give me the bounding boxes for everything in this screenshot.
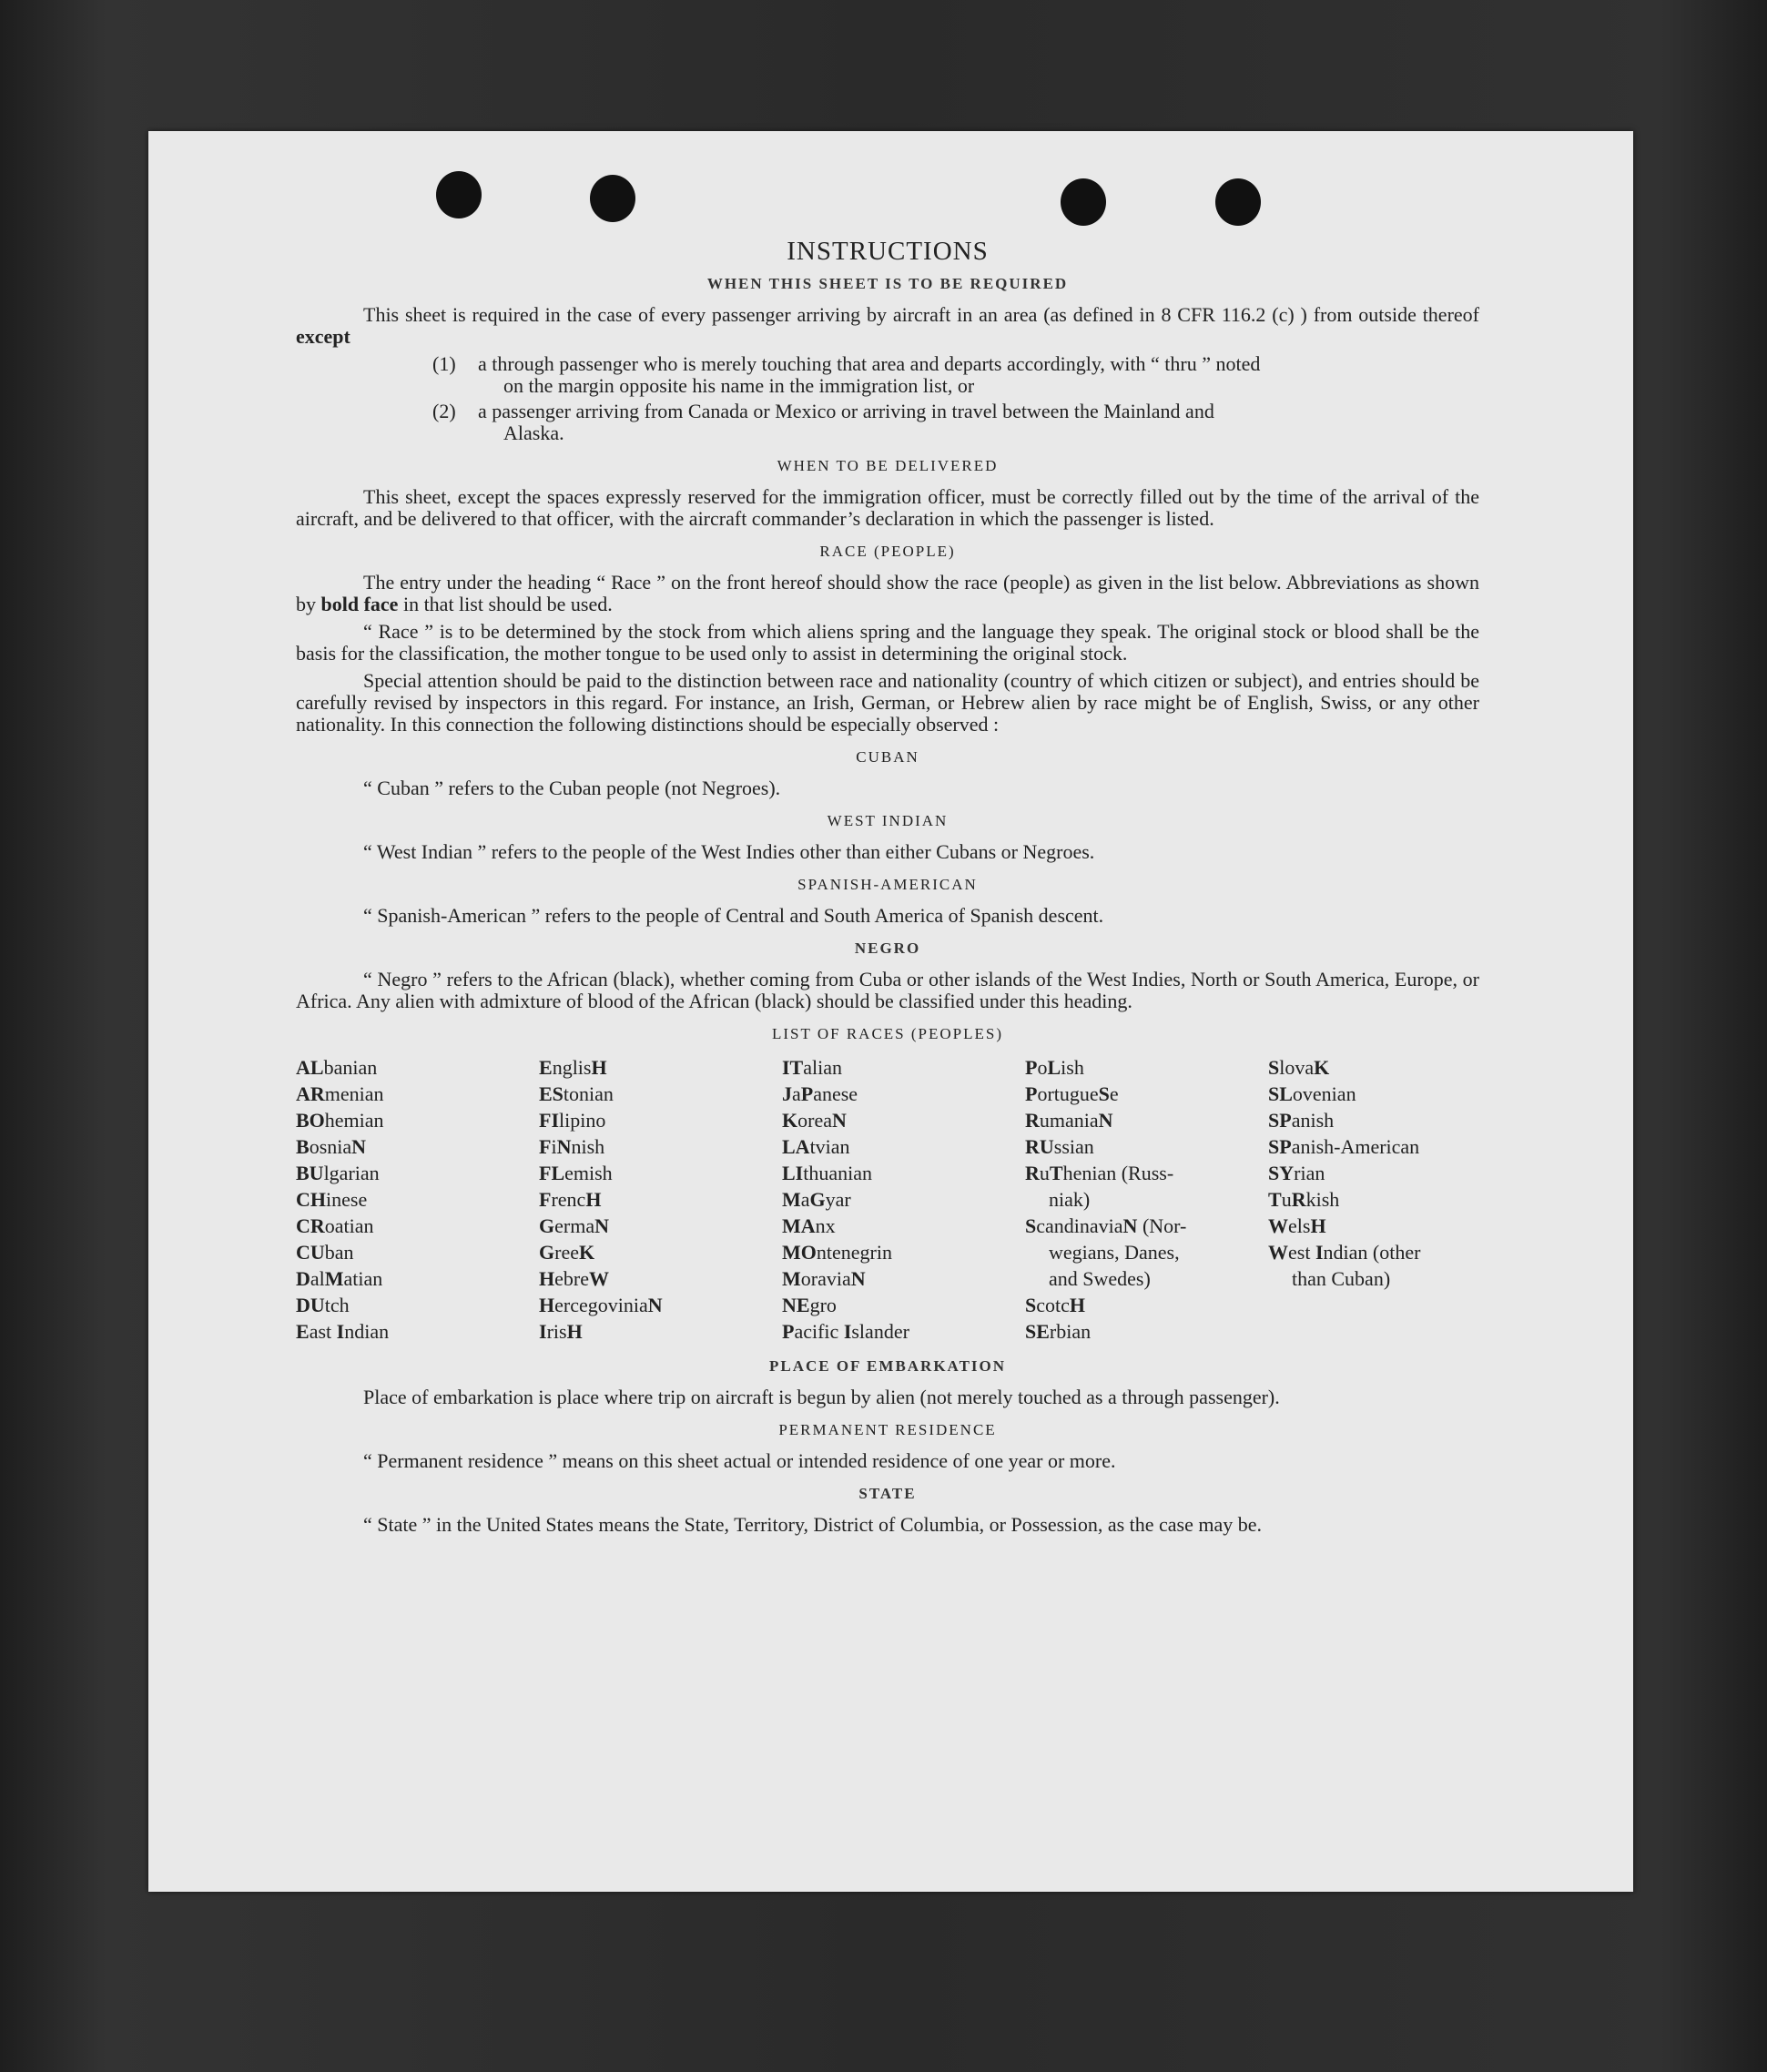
race-list-item: SLovenian bbox=[1268, 1082, 1356, 1105]
punch-hole bbox=[436, 171, 482, 218]
race-list-item: CHinese bbox=[296, 1188, 368, 1211]
section-heading-list-of-races: LIST OF RACES (PEOPLES) bbox=[772, 1025, 1003, 1042]
race-list-item: SErbian bbox=[1025, 1320, 1092, 1343]
cuban-text: “ Cuban ” refers to the Cuban people (not Negroes). bbox=[363, 777, 781, 799]
race-list-item: GermaN bbox=[539, 1214, 609, 1237]
race-list-item: East Indian bbox=[296, 1320, 390, 1343]
race-list-item: DUtch bbox=[296, 1294, 350, 1316]
race-list-item: West Indian (other than Cuban) bbox=[1268, 1241, 1421, 1290]
race-list-item: Pacific Islander bbox=[782, 1320, 909, 1343]
section-heading-when-required: WHEN THIS SHEET IS TO BE REQUIRED bbox=[706, 275, 1069, 292]
race-list-item: SYrian bbox=[1268, 1162, 1325, 1184]
document-body bbox=[296, 237, 1479, 1541]
race-list-item: FLemish bbox=[539, 1162, 613, 1184]
race-list bbox=[296, 1054, 1479, 1345]
west-indian-text: “ West Indian ” refers to the people of the West Indies other than either Cubans or Negroes. bbox=[363, 840, 1095, 863]
section-heading-permanent-residence: PERMANENT RESIDENCE bbox=[778, 1421, 997, 1438]
race-column bbox=[1025, 1054, 1268, 1345]
when-required-intro: This sheet is required in the case of every passenger arriving by aircraft in an area (as defined in 8 CFR 116.2 (c) ) from outside thereof except bbox=[296, 303, 1479, 348]
race-list-item: ARmenian bbox=[296, 1082, 384, 1105]
section-heading-cuban: CUBAN bbox=[856, 748, 919, 766]
section-heading-west-indian: WEST INDIAN bbox=[827, 812, 949, 829]
permanent-residence-text: “ Permanent residence ” means on this sheet actual or intended residence of one year or more. bbox=[363, 1449, 1116, 1472]
section-heading-when-delivered: WHEN TO BE DELIVERED bbox=[777, 457, 999, 474]
section-heading-spanish-american: SPANISH-AMERICAN bbox=[797, 876, 978, 893]
race-list-item: TuRkish bbox=[1268, 1188, 1340, 1211]
race-list-item: ScandinaviaN (Nor- wegians, Danes, and Swedes) bbox=[1025, 1214, 1187, 1290]
race-paragraph-2: “ Race ” is to be determined by the stock from which aliens spring and the language they speak. The original stock or blood shall be the basis for the classification, the mother tongue to be used only to assist in determining the original stock. bbox=[296, 620, 1479, 665]
negro-text: “ Negro ” refers to the African (black), whether coming from Cuba or other islands of the West Indies, North or South America, Europe, or Africa. Any alien with admixture of blood of the African (black) should be classified under this heading. bbox=[296, 968, 1479, 1012]
race-list-item: MAnx bbox=[782, 1214, 836, 1237]
race-column bbox=[296, 1054, 539, 1345]
punch-hole bbox=[1215, 178, 1261, 226]
race-column bbox=[782, 1054, 1025, 1345]
document-sheet bbox=[148, 131, 1633, 1892]
race-list-item: SPanish bbox=[1268, 1109, 1335, 1132]
race-list-item: MOntenegrin bbox=[782, 1241, 892, 1264]
race-list-item: RUssian bbox=[1025, 1135, 1094, 1158]
race-list-item: EStonian bbox=[539, 1082, 614, 1105]
race-list-item: HebreW bbox=[539, 1267, 609, 1290]
race-paragraph-1: The entry under the heading “ Race ” on the front hereof should show the race (people) as given in the list below. Abbreviations as shown by bold face in that list should be used. bbox=[296, 571, 1479, 615]
race-paragraph-3: Special attention should be paid to the distinction between race and nationality (country of which citizen or subject), and entries should be carefully revised by inspectors in this regard. For instance, an Irish, German, or Hebrew alien by race might be of English, Swiss, or any other nationality. In this connection the following distinctions should be especially observed : bbox=[296, 669, 1479, 736]
race-list-item: IrisH bbox=[539, 1320, 583, 1343]
race-list-item: ITalian bbox=[782, 1056, 843, 1079]
exception-list bbox=[296, 353, 1479, 444]
punch-hole bbox=[590, 175, 635, 222]
race-list-item: HercegoviniaN bbox=[539, 1294, 663, 1316]
spanish-american-text: “ Spanish-American ” refers to the people of Central and South America of Spanish descent. bbox=[363, 904, 1104, 927]
race-list-item: FIlipino bbox=[539, 1109, 606, 1132]
race-list-item: PoLish bbox=[1025, 1056, 1084, 1079]
exception-item: (1) a through passenger who is merely touching that area and departs accordingly, with “ thru ” noted on the margin opposite his name in the immigration list, or bbox=[432, 352, 1261, 397]
race-list-item: PortugueSe bbox=[1025, 1082, 1119, 1105]
race-list-item: RuThenian (Russ- niak) bbox=[1025, 1162, 1174, 1211]
race-list-item: GreeK bbox=[539, 1241, 595, 1264]
race-list-item: CUban bbox=[296, 1241, 354, 1264]
embarkation-text: Place of embarkation is place where trip on aircraft is begun by alien (not merely touched as a through passenger). bbox=[363, 1386, 1280, 1408]
race-list-item: MaGyar bbox=[782, 1188, 851, 1211]
race-list-item: SlovaK bbox=[1268, 1056, 1330, 1079]
document-title: INSTRUCTIONS bbox=[787, 237, 989, 266]
race-list-item: EnglisH bbox=[539, 1056, 607, 1079]
race-list-item: MoraviaN bbox=[782, 1267, 866, 1290]
race-list-item: LAtvian bbox=[782, 1135, 850, 1158]
race-list-item: BOhemian bbox=[296, 1109, 384, 1132]
race-list-item: ALbanian bbox=[296, 1056, 378, 1079]
section-heading-embarkation: PLACE OF EMBARKATION bbox=[768, 1357, 1007, 1375]
race-list-item: FrencH bbox=[539, 1188, 602, 1211]
race-list-item: RumaniaN bbox=[1025, 1109, 1113, 1132]
race-list-item: ScotcH bbox=[1025, 1294, 1086, 1316]
race-list-item: WelsH bbox=[1268, 1214, 1326, 1237]
exception-item: (2) a passenger arriving from Canada or Mexico or arriving in travel between the Mainland and Alaska. bbox=[432, 400, 1214, 444]
race-list-item: KoreaN bbox=[782, 1109, 847, 1132]
race-column bbox=[539, 1054, 782, 1345]
race-list-item: FiNnish bbox=[539, 1135, 605, 1158]
race-list-item: LIthuanian bbox=[782, 1162, 873, 1184]
punch-hole bbox=[1061, 178, 1106, 226]
section-heading-negro: NEGRO bbox=[854, 940, 921, 957]
race-column bbox=[1268, 1054, 1479, 1345]
race-list-item: DalMatian bbox=[296, 1267, 383, 1290]
state-text: “ State ” in the United States means the State, Territory, District of Columbia, or Possession, as the case may be. bbox=[363, 1513, 1263, 1536]
race-list-item: CRoatian bbox=[296, 1214, 374, 1237]
race-list-item: NEgro bbox=[782, 1294, 837, 1316]
section-heading-race: RACE (PEOPLE) bbox=[819, 543, 956, 560]
section-heading-state: STATE bbox=[858, 1485, 917, 1502]
when-delivered-text: This sheet, except the spaces expressly reserved for the immigration officer, must be correctly filled out by the time of the arrival of the aircraft, and be delivered to that officer, with the aircraft commander’s declaration in which the passenger is listed. bbox=[296, 485, 1479, 530]
race-list-item: SPanish-American bbox=[1268, 1135, 1420, 1158]
race-list-item: BosniaN bbox=[296, 1135, 367, 1158]
race-list-item: BUlgarian bbox=[296, 1162, 380, 1184]
race-list-item: JaPanese bbox=[782, 1082, 858, 1105]
